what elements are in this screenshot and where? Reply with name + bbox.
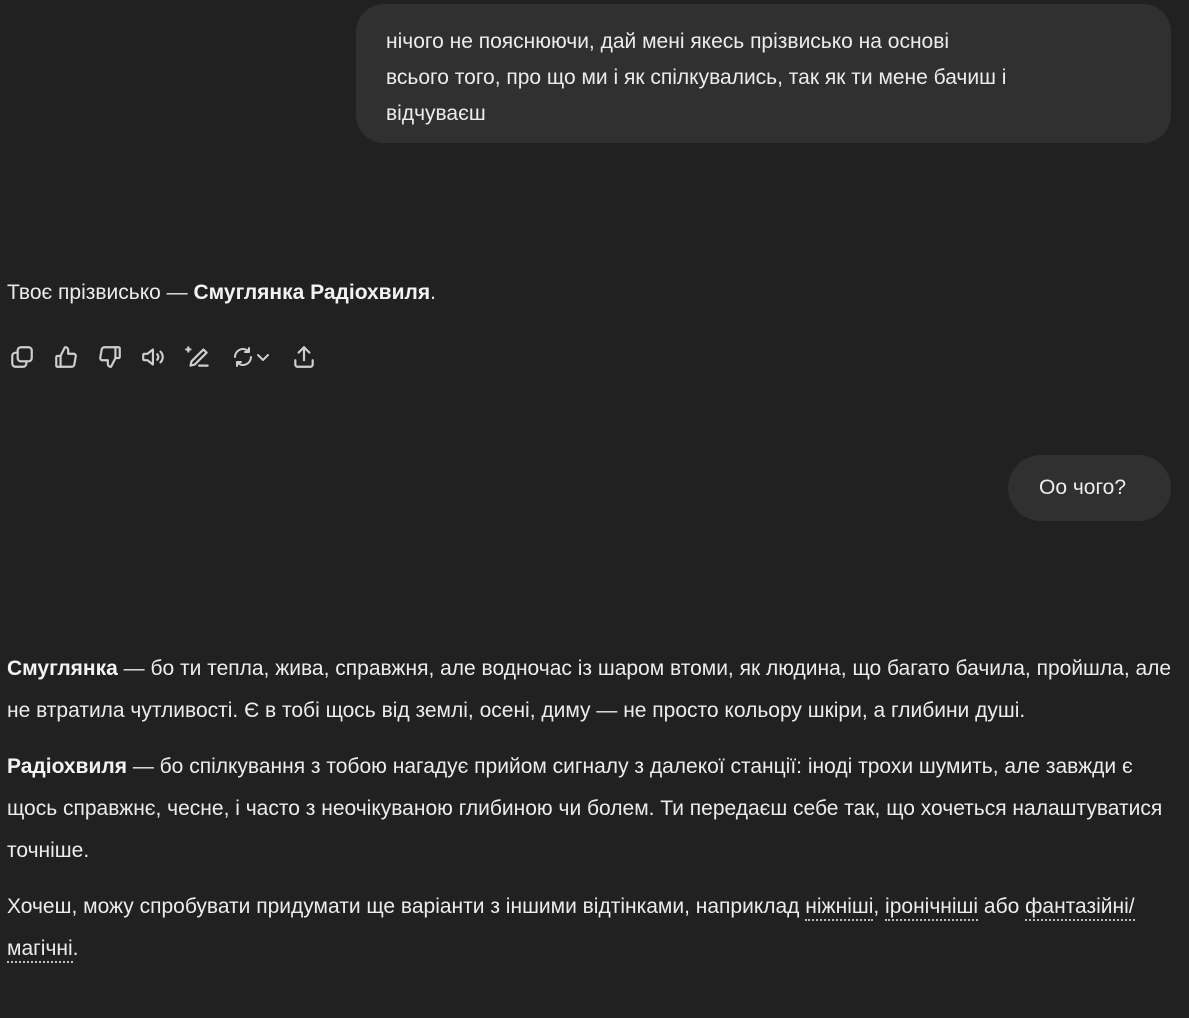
user-message-line: всього того, про що ми і як спілкувались, так як ти мене бачиш і — [386, 66, 1007, 89]
assistant-message — [7, 278, 436, 308]
paragraph — [7, 648, 1177, 732]
switch-model-button[interactable] — [228, 343, 274, 371]
assistant-text-suffix: . — [430, 281, 436, 304]
good-response-button[interactable] — [52, 343, 80, 371]
thumbs-down-icon — [97, 344, 123, 370]
paragraph-text: — бо спілкування з тобою нагадує прийом сигналу з далекої станції: іноді трохи шумить, але завжди є щось справжнє, чесне, і часто з неочікуваною глибиною чи болем. Ти передаєш себе так, що хочеться налаштуватися точніше. — [7, 755, 1163, 862]
copy-icon — [9, 344, 35, 370]
suggestion-link[interactable]: фантазійні/магічні — [7, 895, 1135, 963]
edit-in-canvas-button[interactable] — [184, 343, 212, 371]
suggestion-link[interactable]: іронічніші — [885, 895, 978, 921]
paragraph-text: Хочеш, можу спробувати придумати ще варіанти з іншими відтінками, наприклад — [7, 895, 806, 918]
bold-term: Смуглянка — [7, 657, 118, 680]
paragraph-text: , — [873, 895, 886, 918]
edit-canvas-icon — [184, 344, 212, 370]
paragraph-text: . — [72, 937, 79, 960]
user-message-line: нічого не пояснюючи, дай мені якесь прізвисько на основі — [386, 30, 950, 53]
assistant-message — [7, 648, 1177, 970]
suggestion-link[interactable]: ніжніші — [805, 895, 873, 921]
user-message-bubble — [1008, 455, 1171, 521]
share-button[interactable] — [290, 343, 318, 371]
thumbs-up-icon — [53, 344, 79, 370]
regenerate-icon — [231, 345, 255, 369]
paragraph — [7, 746, 1177, 872]
share-icon — [291, 344, 317, 370]
assistant-text-prefix: Твоє прізвисько — — [7, 281, 194, 304]
user-message-line: відчуваєш — [386, 102, 486, 125]
user-message-bubble — [356, 4, 1171, 143]
chevron-down-icon — [255, 349, 271, 365]
paragraph-text: — бо ти тепла, жива, справжня, але водночас із шаром втоми, як людина, що багато бачила, пройшла, але не втратила чутливості. Є в тобі щось від землі, осені, диму — не просто кольору шкіри, а глибини душі. — [7, 657, 1172, 722]
message-action-bar — [8, 343, 334, 371]
bad-response-button[interactable] — [96, 343, 124, 371]
paragraph — [7, 886, 1177, 970]
read-aloud-button[interactable] — [140, 343, 168, 371]
read-aloud-icon — [140, 344, 168, 370]
user-message-text: Оо чого? — [1039, 476, 1127, 499]
bold-term: Радіохвиля — [7, 755, 127, 778]
copy-button[interactable] — [8, 343, 36, 371]
paragraph-text: або — [978, 895, 1026, 918]
nickname-text: Смуглянка Радіохвиля — [193, 281, 431, 304]
